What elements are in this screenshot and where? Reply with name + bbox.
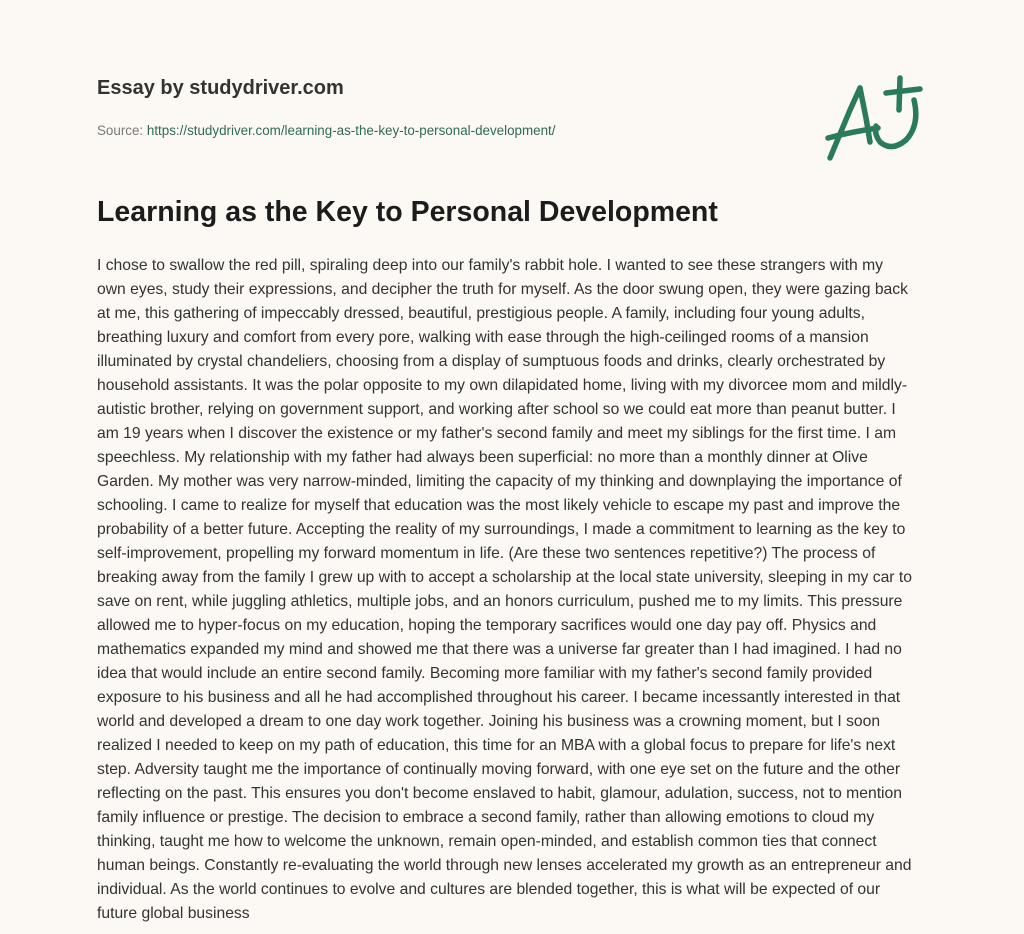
essay-line: breaking away from the family I grew up with to accept a scholarship at the local state university, sleeping in my car to xyxy=(97,569,912,586)
essay-line: exposure to his business and all he had accomplished throughout his career. I became incessantly interested in that xyxy=(97,689,901,706)
essay-body xyxy=(97,254,937,926)
essay-line: illuminated by crystal chandeliers, choosing from a display of sumptuous foods and drinks, clearly orchestrated by xyxy=(97,353,886,370)
essay-line: reflecting on the past. This ensures you don't become enslaved to habit, glamour, adulation, success, not to mention xyxy=(97,785,902,802)
source-link[interactable]: https://studydriver.com/learning-as-the-key-to-personal-development/ xyxy=(146,123,556,138)
source-label: Source: xyxy=(97,123,147,138)
site-title: Essay by studydriver.com xyxy=(97,77,344,99)
essay-line: family influence or prestige. The decision to embrace a second family, rather than allowing emotions to cloud my xyxy=(97,809,875,826)
essay-line: speechless. My relationship with my father had always been superficial: no more than a monthly dinner at Olive xyxy=(97,449,868,466)
essay-line: realized I needed to keep on my path of education, this time for an MBA with a global focus to prepare for life's next xyxy=(97,737,896,754)
essay-line: schooling. I came to realize for myself that education was the most likely vehicle to escape my past and improve the xyxy=(97,497,901,514)
essay-line: world and developed a dream to one day work together. Joining his business was a crowning moment, but I soon xyxy=(97,713,881,730)
essay-line: am 19 years when I discover the existence or my father's second family and meet my siblings for the first time. I am xyxy=(97,425,897,442)
essay-line: at me, this gathering of impeccably dressed, beautiful, prestigious people. A family, including four young adults, xyxy=(97,305,865,322)
essay-line: individual. As the world continues to evolve and cultures are blended together, this is what will be expected of our xyxy=(97,881,881,898)
essay-line: I chose to swallow the red pill, spiraling deep into our family's rabbit hole. I wanted to see these strangers with my xyxy=(97,257,884,274)
essay-line: probability of a better future. Accepting the reality of my surroundings, I made a commitment to learning as the key to xyxy=(97,521,906,538)
essay-line: household assistants. It was the polar opposite to my own dilapidated home, living with my divorcee mom and mildly- xyxy=(97,377,908,394)
essay-line: allowed me to hyper-focus on my education, hoping the temporary sacrifices would one day pay off. Physics and xyxy=(97,617,877,634)
source-line xyxy=(97,122,555,140)
essay-line: breathing luxury and comfort from every pore, walking with ease through the high-ceilinged rooms of a mansion xyxy=(97,329,869,346)
essay-line: step. Adversity taught me the importance of continually moving forward, with one eye set on the future and the other xyxy=(97,761,901,778)
essay-line: thinking, taught me how to welcome the unknown, remain open-minded, and establish common ties that connect xyxy=(97,833,877,850)
a-plus-grade-icon xyxy=(822,70,932,165)
essay-line: human beings. Constantly re-evaluating the world through new lenses accelerated my growth as an entrepreneur and xyxy=(97,857,912,874)
essay-line: idea that would include an entire second family. Becoming more familiar with my father's second family provided xyxy=(97,665,873,682)
essay-line: own eyes, study their expressions, and decipher the truth for myself. As the door swung open, they were gazing back xyxy=(97,281,908,298)
essay-line: autistic brother, relying on government support, and working after school so we could eat more than peanut butter. I xyxy=(97,401,896,418)
essay-title: Learning as the Key to Personal Development xyxy=(97,196,718,228)
essay-line: future global business xyxy=(97,905,250,922)
essay-line: Garden. My mother was very narrow-minded, limiting the capacity of my thinking and downplaying the importance of xyxy=(97,473,902,490)
essay-line: mathematics expanded my mind and showed me that there was a universe far greater than I had imagined. I had no xyxy=(97,641,902,658)
essay-line: self-improvement, propelling my forward momentum in life. (Are these two sentences repetitive?) The process of xyxy=(97,545,876,562)
essay-line: save on rent, while juggling athletics, multiple jobs, and an honors curriculum, pushed me to my limits. This pressure xyxy=(97,593,903,610)
